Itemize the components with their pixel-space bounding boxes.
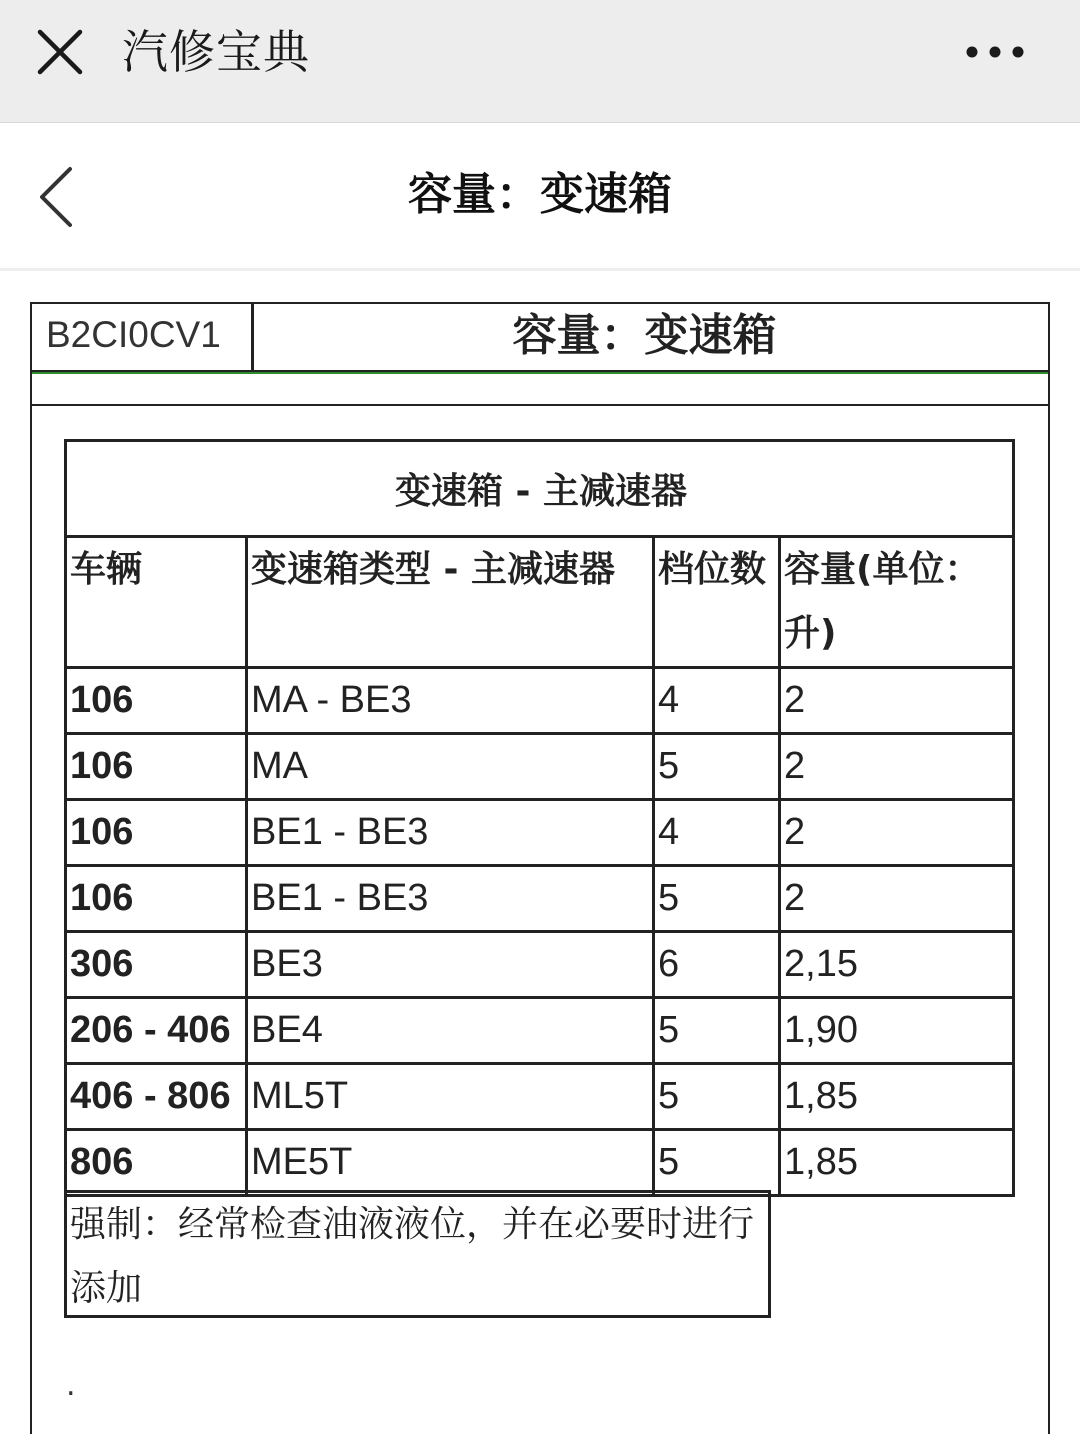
table-row: [66, 866, 1014, 932]
document-title: 容量：变速箱: [512, 310, 777, 361]
cell-capacity: 1,85: [780, 1064, 1014, 1130]
cell-type: MA: [247, 734, 654, 800]
document-header: [32, 304, 1048, 372]
green-divider: [32, 372, 1048, 406]
table-row: [66, 800, 1014, 866]
header-capacity: 容量(单位：升): [780, 537, 1014, 668]
cell-capacity: 2: [780, 734, 1014, 800]
mandatory-note: 强制：经常检查油液液位，并在必要时进行添加: [64, 1190, 771, 1318]
cell-type: BE1 - BE3: [247, 866, 654, 932]
cell-type: BE4: [247, 998, 654, 1064]
cell-vehicle: 406 - 806: [66, 1064, 247, 1130]
cell-capacity: 2: [780, 866, 1014, 932]
cell-vehicle: 106: [66, 800, 247, 866]
cell-type: ML5T: [247, 1064, 654, 1130]
cell-gears: 5: [654, 734, 780, 800]
header-vehicle: 车辆: [66, 537, 247, 668]
cell-capacity: 2: [780, 668, 1014, 734]
trailing-dot: .: [66, 1368, 76, 1403]
more-dots-icon: [962, 30, 1028, 74]
document-frame: [30, 302, 1050, 1434]
cell-vehicle: 306: [66, 932, 247, 998]
cell-type: BE1 - BE3: [247, 800, 654, 866]
document-code: B2CI0CV1: [32, 304, 254, 370]
cell-type: MA - BE3: [247, 668, 654, 734]
capacity-table: [64, 439, 1015, 1197]
cell-gears: 5: [654, 866, 780, 932]
cell-gears: 6: [654, 932, 780, 998]
cell-gears: 5: [654, 998, 780, 1064]
cell-capacity: 1,85: [780, 1130, 1014, 1196]
cell-capacity: 1,90: [780, 998, 1014, 1064]
cell-gears: 4: [654, 668, 780, 734]
more-button[interactable]: [962, 30, 1028, 74]
page-title: 容量：变速箱: [408, 169, 672, 220]
table-row: [66, 998, 1014, 1064]
table-header-row: [66, 537, 1014, 668]
cell-type: ME5T: [247, 1130, 654, 1196]
table-row: [66, 1064, 1014, 1130]
cell-gears: 4: [654, 800, 780, 866]
cell-vehicle: 106: [66, 866, 247, 932]
table-row: [66, 1130, 1014, 1196]
close-button[interactable]: [34, 26, 86, 78]
app-top-bar: [0, 0, 1080, 123]
cell-vehicle: 806: [66, 1130, 247, 1196]
app-title: 汽修宝典: [122, 25, 310, 79]
cell-vehicle: 106: [66, 734, 247, 800]
cell-capacity: 2: [780, 800, 1014, 866]
cell-gears: 5: [654, 1130, 780, 1196]
table-row: [66, 668, 1014, 734]
cell-type: BE3: [247, 932, 654, 998]
header-type: 变速箱类型 - 主减速器: [247, 537, 654, 668]
header-gears: 档位数: [654, 537, 780, 668]
close-icon: [34, 26, 86, 78]
page-nav-bar: [0, 123, 1080, 271]
cell-gears: 5: [654, 1064, 780, 1130]
table-title: 变速箱 - 主减速器: [66, 441, 1014, 537]
table-row: [66, 932, 1014, 998]
cell-capacity: 2,15: [780, 932, 1014, 998]
cell-vehicle: 106: [66, 668, 247, 734]
cell-vehicle: 206 - 406: [66, 998, 247, 1064]
table-row: [66, 734, 1014, 800]
